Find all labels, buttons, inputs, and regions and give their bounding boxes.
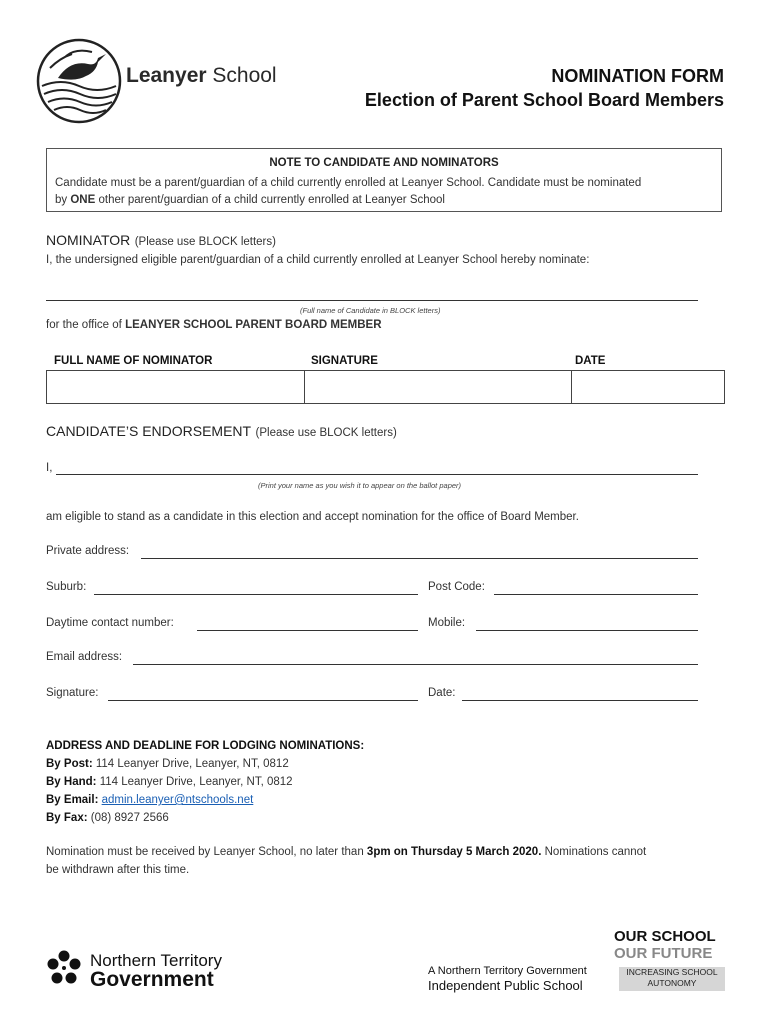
endorsement-heading-note: (Please use BLOCK letters)	[255, 427, 397, 439]
endorsement-name-line[interactable]	[56, 474, 698, 475]
lodging-hand	[46, 776, 293, 788]
nominator-heading-row	[46, 232, 276, 250]
endorsement-i-label: I,	[46, 462, 53, 474]
school-name-rest: School	[212, 64, 277, 87]
deadline-prefix: Nomination must be received by Leanyer School, no later than	[46, 846, 364, 858]
office-prefix: for the office of	[46, 319, 122, 331]
signature-field[interactable]	[108, 700, 418, 701]
note-line2-prefix: by	[55, 194, 68, 206]
nominator-heading-note: (Please use BLOCK letters)	[134, 236, 276, 248]
nominator-signature-cell[interactable]	[305, 371, 572, 404]
office-bold: LEANYER SCHOOL PARENT BOARD MEMBER	[125, 319, 382, 331]
endorsement-statement: am eligible to stand as a candidate in this election and accept nomination for the office of Board Member.	[46, 511, 579, 523]
daytime-contact-label: Daytime contact number:	[46, 617, 174, 629]
candidate-name-hint: (Full name of Candidate in BLOCK letters)	[300, 306, 441, 315]
note-box	[46, 148, 722, 212]
post-code-label: Post Code:	[428, 581, 485, 593]
lodging-heading-text: ADDRESS AND DEADLINE FOR LODGING NOMINATIONS:	[46, 740, 365, 752]
lodging-hand-label: By Hand:	[46, 776, 97, 788]
nominator-date-cell[interactable]	[572, 371, 725, 404]
deadline-line2: be withdrawn after this time.	[46, 864, 190, 876]
desert-rose-icon	[46, 950, 82, 986]
note-line2-suffix: other parent/guardian of a child currently enrolled at Leanyer School	[98, 194, 445, 206]
ntg-name-top: Northern Territory	[90, 951, 222, 970]
endorsement-heading: CANDIDATE’S ENDORSEMENT	[46, 423, 252, 439]
suburb-field[interactable]	[94, 594, 418, 595]
note-line2-bold: ONE	[70, 194, 96, 206]
lodging-email	[46, 794, 253, 806]
autonomy-line2: AUTONOMY	[647, 978, 697, 988]
deadline-line1	[46, 846, 646, 858]
note-line1: Candidate must be a parent/guardian of a child currently enrolled at Leanyer School. Candidate must be nominated	[55, 177, 642, 189]
our-future-text: OUR FUTURE	[614, 945, 713, 962]
endorsement-name-hint: (Print your name as you wish it to appear on the ballot paper)	[258, 481, 462, 490]
lodging-post-value: 114 Leanyer Drive, Leanyer, NT, 0812	[95, 758, 289, 770]
mobile-field[interactable]	[476, 630, 698, 631]
nominator-name-cell[interactable]	[47, 371, 305, 404]
heron-bird-logo-icon	[36, 38, 122, 124]
candidate-name-line[interactable]	[46, 300, 698, 301]
lodging-fax	[46, 812, 169, 824]
office-statement	[46, 319, 382, 331]
suburb-label: Suburb:	[46, 581, 87, 593]
private-address-label: Private address:	[46, 545, 130, 557]
post-code-field[interactable]	[494, 594, 698, 595]
school-name-bold: Leanyer	[126, 64, 207, 87]
deadline-bold: 3pm on Thursday 5 March 2020.	[366, 846, 542, 858]
nominator-table	[46, 370, 725, 404]
lodging-hand-value: 114 Leanyer Drive, Leanyer, NT, 0812	[99, 776, 293, 788]
school-name	[126, 64, 277, 88]
lodging-email-label: By Email:	[46, 794, 99, 806]
note-text	[55, 175, 713, 209]
deadline-suffix: Nominations cannot	[544, 846, 647, 858]
email-label: Email address:	[46, 651, 123, 663]
autonomy-badge	[619, 967, 725, 991]
lodging-heading	[46, 740, 364, 752]
endorsement-heading-row	[46, 423, 397, 441]
lodging-fax-label: By Fax:	[46, 812, 88, 824]
nominator-statement: I, the undersigned eligible parent/guardian of a child currently enrolled at Leanyer School hereby nominate:	[46, 254, 590, 266]
autonomy-line1: INCREASING SCHOOL	[626, 967, 718, 977]
mobile-label: Mobile:	[428, 617, 466, 629]
date-label: Date:	[428, 687, 456, 699]
ips-line2: Independent Public School	[428, 978, 583, 993]
email-field[interactable]	[133, 664, 698, 665]
column-nominator-name: FULL NAME OF NOMINATOR	[54, 355, 213, 367]
note-title: NOTE TO CANDIDATE AND NOMINATORS	[269, 157, 499, 169]
form-title: NOMINATION FORM	[551, 66, 724, 86]
lodging-post-label: By Post:	[46, 758, 93, 770]
date-field[interactable]	[462, 700, 698, 701]
column-date: DATE	[575, 355, 606, 367]
table-row	[47, 371, 725, 404]
daytime-contact-field[interactable]	[197, 630, 418, 631]
nominator-heading: NOMINATOR	[46, 232, 131, 248]
lodging-email-link[interactable]: admin.leanyer@ntschools.net	[101, 794, 254, 806]
lodging-post	[46, 758, 289, 770]
form-subtitle: Election of Parent School Board Members	[364, 90, 724, 110]
private-address-field[interactable]	[141, 558, 698, 559]
signature-label: Signature:	[46, 687, 99, 699]
ntg-name-bottom: Government	[90, 968, 214, 991]
lodging-fax-value: (08) 8927 2566	[90, 812, 169, 824]
column-signature: SIGNATURE	[311, 355, 378, 367]
ips-line1: A Northern Territory Government	[428, 965, 587, 977]
our-school-text: OUR SCHOOL	[614, 928, 716, 945]
